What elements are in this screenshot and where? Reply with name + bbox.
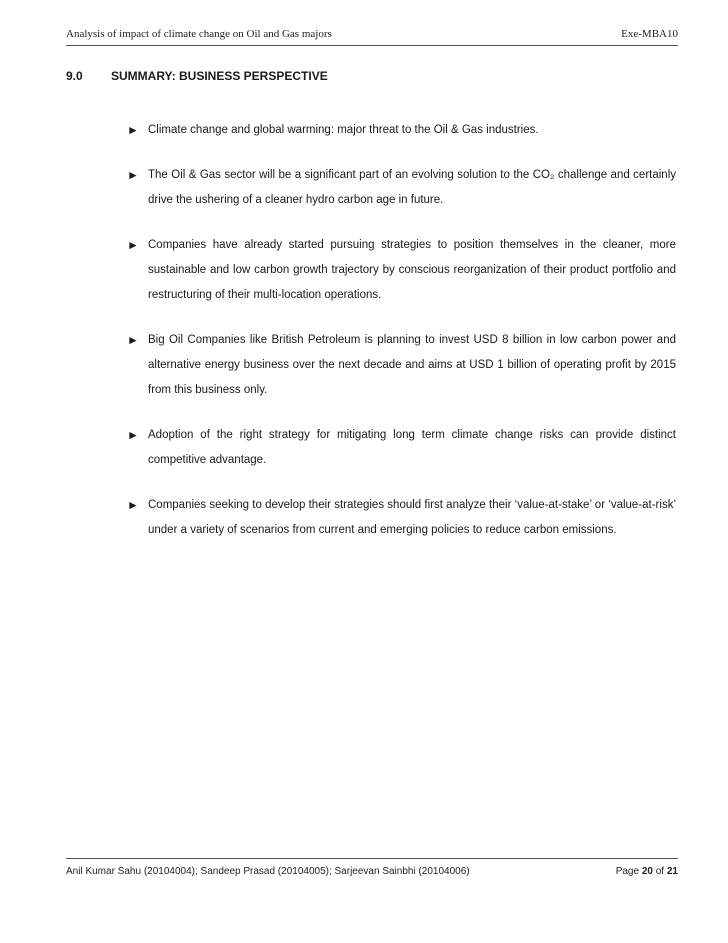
page-of: of <box>652 866 667 877</box>
page-prefix: Page <box>615 866 642 877</box>
header-document-title: Analysis of impact of climate change on Oil and Gas majors <box>66 28 332 40</box>
bullet-text: Companies have already started pursuing strategies to position themselves in the cleaner, more sustainable and low carbon growth trajectory by conscious reorganization of their product portfolio and restructuring of their multi-location operations. <box>148 239 676 301</box>
bullet-text: Adoption of the right strategy for mitigating long term climate change risks can provide distinct competitive advantage. <box>148 429 676 466</box>
bullet-text: The Oil & Gas sector will be a significant part of an evolving solution to the CO₂ challenge and certainly drive the ushering of a cleaner hydro carbon age in future. <box>148 169 676 206</box>
page-footer <box>66 866 678 882</box>
right-pointer-icon: ► <box>127 498 139 512</box>
right-pointer-icon: ► <box>127 238 139 252</box>
right-pointer-icon: ► <box>127 333 139 347</box>
right-pointer-icon: ► <box>127 428 139 442</box>
header-divider <box>66 45 678 46</box>
bullet-item <box>127 163 676 213</box>
bullet-item <box>127 118 676 143</box>
page-current: 20 <box>641 866 653 877</box>
bullet-item <box>127 328 676 403</box>
page-total: 21 <box>666 866 678 877</box>
right-pointer-icon: ► <box>127 168 139 182</box>
right-pointer-icon: ► <box>127 123 139 137</box>
bullet-text: Climate change and global warming: major threat to the Oil & Gas industries. <box>148 124 539 136</box>
bullet-item <box>127 423 676 473</box>
header-course-code: Exe-MBA10 <box>621 28 678 40</box>
bullet-text: Companies seeking to develop their strategies should first analyze their ‘value-at-stake’ or ‘value-at-risk’ under a variety of scenarios from current and emerging policies to reduce carbon emissions. <box>148 499 676 536</box>
page-header <box>66 26 678 44</box>
section-title: SUMMARY: BUSINESS PERSPECTIVE <box>111 69 328 83</box>
bullet-item <box>127 233 676 308</box>
footer-authors: Anil Kumar Sahu (20104004); Sandeep Prasad (20104005); Sarjeevan Sainbhi (20104006) <box>66 866 470 877</box>
page-number <box>616 866 678 877</box>
bullet-text: Big Oil Companies like British Petroleum is planning to invest USD 8 billion in low carbon power and alternative energy business over the next decade and aims at USD 1 billion of operating profit by 2015 from this business only. <box>148 334 676 396</box>
bullet-item <box>127 493 676 543</box>
summary-bullet-list <box>127 118 676 563</box>
section-number: 9.0 <box>66 69 83 83</box>
footer-divider <box>66 858 678 859</box>
